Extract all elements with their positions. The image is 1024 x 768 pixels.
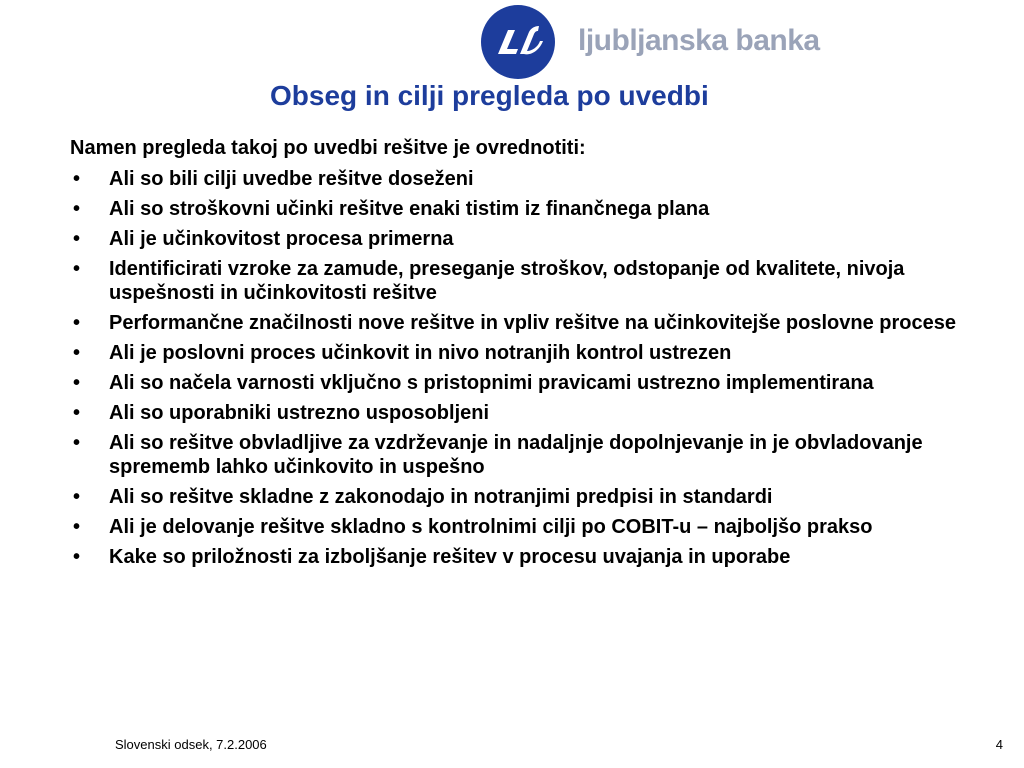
list-item [70,515,990,539]
bullet-icon: • [73,312,81,334]
bullet-icon: • [73,432,81,454]
bullet-icon: • [73,168,81,190]
bullet-icon: • [73,198,81,220]
list-item-text: Kake so priložnosti za izboljšanje rešitev v procesu uvajanja in uporabe [109,546,791,568]
list-item [70,485,990,509]
list-item [70,167,990,191]
list-item-text: Ali je poslovni proces učinkovit in nivo notranjih kontrol ustrezen [109,342,732,364]
list-item-text: Ali so uporabniki ustrezno usposobljeni [109,402,490,424]
footer-date-text: Slovenski odsek, 7.2.2006 [115,737,267,752]
list-item [70,197,990,221]
list-item-text: Ali so načela varnosti vključno s pristopnimi pravicami ustrezno implementirana [109,372,874,394]
list-item [70,257,990,305]
lb-circle-logo-icon [480,4,556,80]
bullet-icon: • [73,342,81,364]
bullet-list [70,167,990,569]
list-item [70,311,990,335]
list-item [70,341,990,365]
bullet-icon: • [73,516,81,538]
logo-wordmark: ljubljanska banka [578,24,820,57]
list-item-text: Ali so rešitve obvladljive za vzdrževanje in nadaljnje dopolnjevanje in je obvladovanje sprememb lahko učinkovito in uspešno [109,432,923,478]
list-item-text: Ali je učinkovitost procesa primerna [109,228,454,250]
bank-logo [480,4,840,80]
list-item [70,227,990,251]
bullet-icon: • [73,546,81,568]
bullet-icon: • [73,372,81,394]
list-item-text: Identificirati vzroke za zamude, preseganje stroškov, odstopanje od kvalitete, nivoja uspešnosti in učinkovitosti rešitve [109,258,905,304]
bullet-icon: • [73,228,81,250]
list-item [70,401,990,425]
list-item-text: Ali so stroškovni učinki rešitve enaki tistim iz finančnega plana [109,198,710,220]
list-item [70,545,990,569]
page-number: 4 [995,737,1003,752]
slide-body [70,136,990,575]
bullet-icon: • [73,402,81,424]
list-item-text: Performančne značilnosti nove rešitve in vpliv rešitve na učinkovitejše poslovne procese [109,312,956,334]
list-item-text: Ali so rešitve skladne z zakonodajo in notranjimi predpisi in standardi [109,486,773,508]
bullet-icon: • [73,258,81,280]
slide-title: Obseg in cilji pregleda po uvedbi [270,80,709,111]
list-item [70,371,990,395]
bullet-icon: • [73,486,81,508]
list-item [70,431,990,479]
list-item-text: Ali je delovanje rešitve skladno s kontrolnimi cilji po COBIT-u – najboljšo prakso [109,516,873,538]
intro-text: Namen pregleda takoj po uvedbi rešitve je ovrednotiti: [70,137,586,159]
list-item-text: Ali so bili cilji uvedbe rešitve doseženi [109,168,474,190]
